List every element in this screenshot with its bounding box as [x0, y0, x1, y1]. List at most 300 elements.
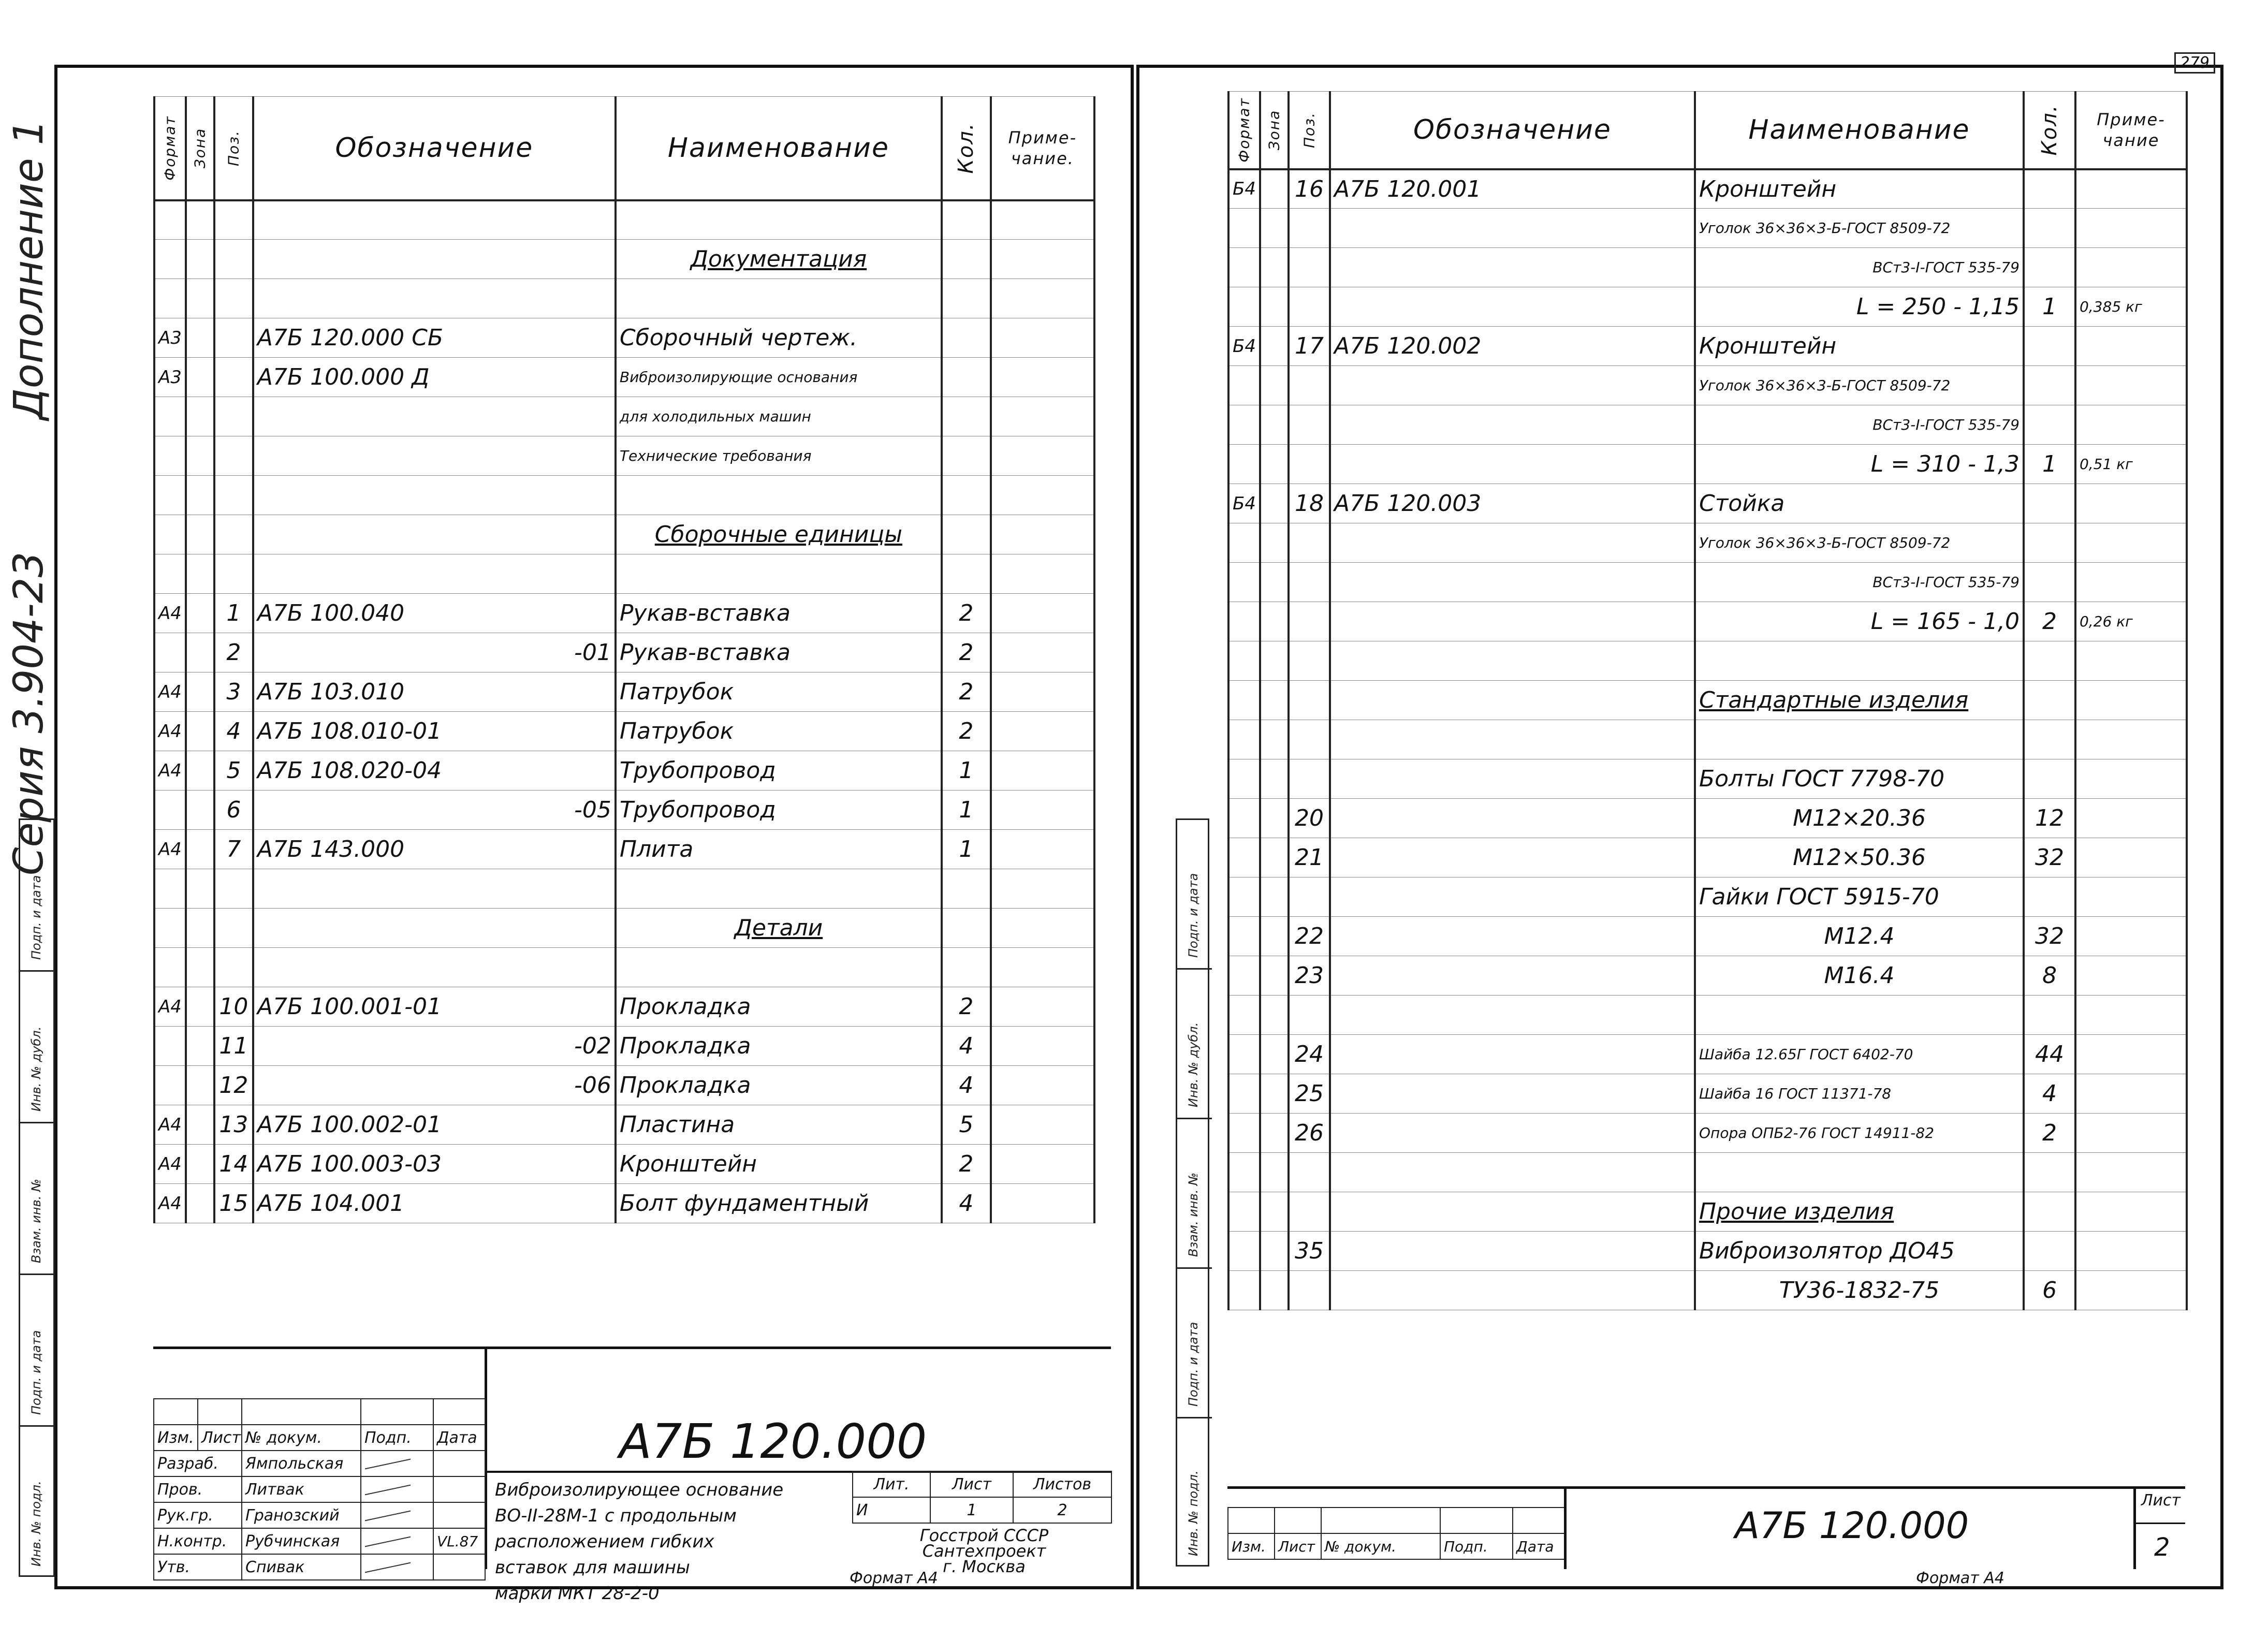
cell-qty: 1 [2024, 287, 2075, 327]
cell-pos [1289, 759, 1330, 799]
cell-designation [253, 476, 616, 515]
cell-qty [942, 200, 991, 240]
table-row [1228, 563, 2187, 602]
table-row [1228, 602, 2187, 641]
doc-code: А7Б 120.000 [619, 1414, 927, 1469]
cell-qty: 44 [2024, 1035, 2075, 1074]
cell-note [2075, 799, 2187, 838]
cell-name: Сборочные единицы [616, 515, 942, 554]
organization: Госстрой СССР Сантехпроект г. Москва [919, 1526, 1049, 1576]
cell-pos: 4 [214, 712, 253, 751]
cell-format [154, 476, 186, 515]
cell-note [2075, 838, 2187, 877]
cell-note [2075, 1153, 2187, 1192]
cell-name: Рукав-вставка [616, 633, 942, 672]
cell-pos [1289, 523, 1330, 563]
cell-note [991, 1184, 1094, 1223]
cell-note [2075, 1074, 2187, 1114]
signature-mark [361, 1476, 433, 1502]
cell-format [154, 909, 186, 948]
table-row [154, 279, 1094, 318]
signature-scribble [365, 1562, 411, 1573]
table-row [1228, 1074, 2187, 1114]
cell-designation: А7Б 143.000 [253, 830, 616, 869]
cell-qty: 1 [942, 791, 991, 830]
table-row [1228, 1114, 2187, 1153]
cell-pos: 6 [214, 791, 253, 830]
side-stamp-label: Подп. и дата [29, 875, 43, 960]
cell-format [1228, 1232, 1260, 1271]
lit-head: Лит. [853, 1471, 930, 1497]
cell-note [2075, 169, 2187, 209]
cell-pos [1289, 1153, 1330, 1192]
cell-designation [1330, 877, 1695, 917]
cell-designation [1330, 1035, 1695, 1074]
cell-qty [942, 554, 991, 594]
table-row [154, 1145, 1094, 1184]
table-row [154, 633, 1094, 672]
cell-designation [1330, 602, 1695, 641]
cell-pos: 16 [1289, 169, 1330, 209]
side-stamp-label: Инв. № дубл. [1186, 1022, 1201, 1107]
cell-name: Прочие изделия [1695, 1192, 2024, 1232]
cell-designation [1330, 681, 1695, 720]
col-podp: Подп. [361, 1425, 433, 1451]
cell-note [991, 358, 1094, 397]
cell-name: ТУ36-1832-75 [1695, 1271, 2024, 1310]
cell-qty [2024, 720, 2075, 759]
cell-pos: 7 [214, 830, 253, 869]
cell-note [991, 909, 1094, 948]
cell-note [991, 240, 1094, 279]
cell-pos: 35 [1289, 1232, 1330, 1271]
cell-qty [2024, 169, 2075, 209]
cell-zone [186, 791, 214, 830]
cell-name [616, 279, 942, 318]
cell-zone [1260, 681, 1289, 720]
signature-scribble [365, 1511, 411, 1521]
cell-note: 0,51 кг [2075, 445, 2187, 484]
cell-designation: -02 [253, 1027, 616, 1066]
cell-note [2075, 327, 2187, 366]
cell-note [2075, 1271, 2187, 1310]
cell-designation [1330, 1114, 1695, 1153]
cell-designation: А7Б 103.010 [253, 672, 616, 712]
cell-designation [1330, 1074, 1695, 1114]
cell-format [1228, 759, 1260, 799]
cell-note [991, 594, 1094, 633]
table-row [154, 830, 1094, 869]
cell-name: Рукав-вставка [616, 594, 942, 633]
cell-designation: А7Б 100.000 Д [253, 358, 616, 397]
sheet-head-right: Лист [2141, 1491, 2181, 1510]
cell-qty: 1 [942, 751, 991, 791]
cell-note [2075, 917, 2187, 956]
side-stamp-divider [1176, 1417, 1212, 1418]
cell-qty: 4 [942, 1027, 991, 1066]
cell-note [2075, 996, 2187, 1035]
cell-pos [214, 397, 253, 436]
table-row [1228, 720, 2187, 759]
cell-qty [2024, 563, 2075, 602]
cell-note [991, 1145, 1094, 1184]
header-designation: Обозначение [1330, 92, 1695, 169]
side-stamp-label: Инв. № подл. [1186, 1470, 1201, 1556]
table-row [154, 554, 1094, 594]
cell-name: L = 310 - 1,3 [1695, 445, 2024, 484]
spec-table-left [153, 96, 1095, 1223]
cell-designation [1330, 1271, 1695, 1310]
cell-note [2075, 1192, 2187, 1232]
cell-format: А4 [154, 1105, 186, 1145]
cell-format [1228, 209, 1260, 248]
cell-zone [1260, 1114, 1289, 1153]
cell-format: Б4 [1228, 327, 1260, 366]
table-row [154, 515, 1094, 554]
cell-zone [1260, 405, 1289, 445]
title-description: Виброизолирующее основание ВО-II-28М-1 с продольным расположением гибких вставок для машины марки МКТ 28-2-0 [495, 1480, 784, 1604]
cell-format [154, 279, 186, 318]
cell-zone [1260, 838, 1289, 877]
cell-format [1228, 445, 1260, 484]
cell-name: М12×20.36 [1695, 799, 2024, 838]
cell-name: Патрубок [616, 712, 942, 751]
table-row [154, 240, 1094, 279]
cell-name: Прокладка [616, 1066, 942, 1105]
cell-zone [1260, 1074, 1289, 1114]
header-pos: Поз. [214, 97, 253, 200]
doc-code-right: А7Б 120.000 [1735, 1504, 1969, 1547]
cell-zone [1260, 248, 1289, 287]
cell-note [2075, 956, 2187, 996]
cell-format [154, 515, 186, 554]
cell-name: Плита [616, 830, 942, 869]
cell-qty: 6 [2024, 1271, 2075, 1310]
cell-pos: 15 [214, 1184, 253, 1223]
cell-name: ВСт3-I-ГОСТ 535-79 [1695, 405, 2024, 445]
cell-format [1228, 956, 1260, 996]
cell-zone [1260, 484, 1289, 523]
cell-format [1228, 917, 1260, 956]
cell-zone [1260, 1232, 1289, 1271]
cell-name [616, 200, 942, 240]
cell-pos: 10 [214, 987, 253, 1027]
cell-note [2075, 1232, 2187, 1271]
table-row [154, 948, 1094, 987]
cell-note: 0,385 кг [2075, 287, 2187, 327]
table-row [154, 1184, 1094, 1223]
cell-pos [1289, 681, 1330, 720]
side-stamp-label: Инв. № дубл. [29, 1026, 43, 1111]
cell-note [2075, 405, 2187, 445]
cell-note [991, 1027, 1094, 1066]
signature-role: Разраб. [154, 1451, 242, 1476]
cell-pos: 20 [1289, 799, 1330, 838]
cell-designation [253, 436, 616, 476]
cell-note [2075, 366, 2187, 405]
cell-qty: 32 [2024, 838, 2075, 877]
cell-qty: 1 [2024, 445, 2075, 484]
spec-header-row [1228, 92, 2187, 169]
cell-pos [214, 318, 253, 358]
table-row [154, 594, 1094, 633]
cell-pos: 23 [1289, 956, 1330, 996]
cell-designation: А7Б 120.002 [1330, 327, 1695, 366]
cell-designation: А7Б 120.000 СБ [253, 318, 616, 358]
cell-qty [2024, 759, 2075, 799]
cell-designation [253, 554, 616, 594]
cell-note [991, 712, 1094, 751]
cell-qty [942, 397, 991, 436]
table-row [1228, 484, 2187, 523]
cell-zone [1260, 602, 1289, 641]
table-row [154, 751, 1094, 791]
cell-designation: -05 [253, 791, 616, 830]
cell-name: Кронштейн [616, 1145, 942, 1184]
cell-qty [2024, 366, 2075, 405]
cell-designation [1330, 917, 1695, 956]
cell-format [1228, 996, 1260, 1035]
table-row [1228, 209, 2187, 248]
cell-name: Виброизолятор ДО45 [1695, 1232, 2024, 1271]
cell-zone [1260, 287, 1289, 327]
cell-format [154, 240, 186, 279]
cell-designation [253, 200, 616, 240]
cell-note [991, 476, 1094, 515]
table-row [1228, 169, 2187, 209]
cell-name: Болты ГОСТ 7798-70 [1695, 759, 2024, 799]
cell-format [1228, 287, 1260, 327]
side-stamp-label: Взам. инв. № [1186, 1173, 1201, 1257]
cell-pos: 14 [214, 1145, 253, 1184]
cell-format [154, 1027, 186, 1066]
cell-designation: А7Б 104.001 [253, 1184, 616, 1223]
table-row [154, 791, 1094, 830]
side-stamp-label: Инв. № подл. [29, 1481, 43, 1567]
cell-designation [253, 279, 616, 318]
cell-format [154, 869, 186, 909]
signature-date [433, 1476, 485, 1502]
header-pos: Поз. [1289, 92, 1330, 169]
cell-designation: -01 [253, 633, 616, 672]
cell-note [991, 318, 1094, 358]
cell-zone [186, 476, 214, 515]
cell-designation [1330, 209, 1695, 248]
cell-pos: 12 [214, 1066, 253, 1105]
cell-designation: А7Б 120.001 [1330, 169, 1695, 209]
cell-designation: А7Б 120.003 [1330, 484, 1695, 523]
cell-designation [1330, 641, 1695, 681]
table-row [1228, 287, 2187, 327]
cell-pos: 5 [214, 751, 253, 791]
cell-qty [2024, 1153, 2075, 1192]
cell-zone [1260, 327, 1289, 366]
cell-zone [186, 987, 214, 1027]
cell-format: А3 [154, 318, 186, 358]
cell-pos [1289, 641, 1330, 681]
cell-zone [186, 515, 214, 554]
table-row [154, 672, 1094, 712]
cell-note [991, 791, 1094, 830]
cell-note [991, 751, 1094, 791]
cell-qty [942, 279, 991, 318]
signature-mark [361, 1528, 433, 1554]
cell-format: А4 [154, 830, 186, 869]
cell-zone [1260, 1153, 1289, 1192]
table-row [1228, 1153, 2187, 1192]
cell-designation [1330, 445, 1695, 484]
table-row [154, 476, 1094, 515]
cell-name: Шайба 12.65Г ГОСТ 6402-70 [1695, 1035, 2024, 1074]
cell-name [616, 554, 942, 594]
cell-designation [253, 948, 616, 987]
cell-name: Документация [616, 240, 942, 279]
cell-zone [186, 909, 214, 948]
cell-format [154, 1066, 186, 1105]
cell-zone [186, 751, 214, 791]
cell-qty [942, 909, 991, 948]
cell-zone [186, 200, 214, 240]
cell-zone [1260, 641, 1289, 681]
cell-pos: 22 [1289, 917, 1330, 956]
signature-row [154, 1451, 485, 1476]
signature-role: Пров. [154, 1476, 242, 1502]
cell-pos [214, 869, 253, 909]
cell-format: А4 [154, 594, 186, 633]
cell-format [1228, 1035, 1260, 1074]
cell-zone [186, 279, 214, 318]
cell-pos [214, 515, 253, 554]
cell-designation [1330, 405, 1695, 445]
cell-zone [1260, 1192, 1289, 1232]
cell-zone [186, 240, 214, 279]
cell-format [1228, 1074, 1260, 1114]
format-label-left: Формат А4 [850, 1569, 938, 1587]
table-row [1228, 327, 2187, 366]
table-row [1228, 1035, 2187, 1074]
cell-name: Кронштейн [1695, 327, 2024, 366]
cell-pos: 26 [1289, 1114, 1330, 1153]
signature-role: Утв. [154, 1554, 242, 1580]
signature-row [154, 1528, 485, 1554]
table-row [154, 1066, 1094, 1105]
cell-note [2075, 720, 2187, 759]
cell-designation [1330, 838, 1695, 877]
col-doc: № докум. [242, 1425, 361, 1451]
cell-qty [2024, 405, 2075, 445]
header-qty: Кол. [2024, 92, 2075, 169]
cell-format: Б4 [1228, 484, 1260, 523]
cell-name: Уголок 36×36×3-Б-ГОСТ 8509-72 [1695, 209, 2024, 248]
cell-name: ВСт3-I-ГОСТ 535-79 [1695, 563, 2024, 602]
cell-name: Стандартные изделия [1695, 681, 2024, 720]
cell-name: Уголок 36×36×3-Б-ГОСТ 8509-72 [1695, 523, 2024, 563]
table-row [1228, 759, 2187, 799]
cell-qty: 4 [942, 1066, 991, 1105]
cell-zone [186, 397, 214, 436]
table-row [154, 1027, 1094, 1066]
spec-table-right [1227, 91, 2188, 1310]
cell-pos: 21 [1289, 838, 1330, 877]
cell-note [2075, 877, 2187, 917]
cell-designation [1330, 1153, 1695, 1192]
cell-name: Гайки ГОСТ 5915-70 [1695, 877, 2024, 917]
cell-note [991, 830, 1094, 869]
cell-format: А4 [154, 712, 186, 751]
cell-name: Пластина [616, 1105, 942, 1145]
header-format: Формат [154, 97, 186, 200]
col-izm: Изм. [154, 1425, 198, 1451]
cell-name: М12×50.36 [1695, 838, 2024, 877]
cell-designation: -06 [253, 1066, 616, 1105]
cell-pos [214, 358, 253, 397]
cell-designation [1330, 1232, 1695, 1271]
cell-note [991, 397, 1094, 436]
cell-qty [942, 240, 991, 279]
cell-qty [2024, 484, 2075, 523]
cell-name: Трубопровод [616, 751, 942, 791]
cell-format [1228, 405, 1260, 445]
cell-note [2075, 641, 2187, 681]
cell-designation [253, 869, 616, 909]
cell-pos: 3 [214, 672, 253, 712]
header-zone: Зона [186, 97, 214, 200]
header-zone: Зона [1260, 92, 1289, 169]
cell-designation [1330, 956, 1695, 996]
cell-qty: 2 [942, 594, 991, 633]
cell-qty [942, 869, 991, 909]
cell-pos [214, 279, 253, 318]
cell-format [1228, 563, 1260, 602]
table-row [154, 358, 1094, 397]
sheets-value: 2 [1013, 1497, 1111, 1523]
side-stamp-divider [19, 970, 55, 972]
cell-designation: А7Б 100.040 [253, 594, 616, 633]
cell-qty: 2 [942, 633, 991, 672]
signature-row [154, 1502, 485, 1528]
cell-pos [1289, 366, 1330, 405]
cell-note: 0,26 кг [2075, 602, 2187, 641]
cell-pos: 25 [1289, 1074, 1330, 1114]
cell-qty [2024, 209, 2075, 248]
cell-pos: 24 [1289, 1035, 1330, 1074]
cell-zone [1260, 877, 1289, 917]
cell-name: Детали [616, 909, 942, 948]
sheet-head: Лист [930, 1471, 1013, 1497]
revision-grid [153, 1398, 486, 1451]
table-row [154, 200, 1094, 240]
cell-qty [942, 436, 991, 476]
cell-designation [253, 515, 616, 554]
cell-format [154, 200, 186, 240]
table-row [1228, 956, 2187, 996]
cell-zone [186, 633, 214, 672]
cell-pos [1289, 1271, 1330, 1310]
header-name: Наименование [1695, 92, 2024, 169]
cell-name: М16.4 [1695, 956, 2024, 996]
cell-designation [253, 909, 616, 948]
cell-format: А3 [154, 358, 186, 397]
cell-pos: 13 [214, 1105, 253, 1145]
sheet-corner-number: 279 [2174, 52, 2215, 74]
cell-designation [1330, 720, 1695, 759]
cell-pos [1289, 445, 1330, 484]
cell-format: А4 [154, 672, 186, 712]
cell-format [1228, 641, 1260, 681]
sheet-value-right: 2 [2154, 1533, 2170, 1562]
table-row [154, 318, 1094, 358]
cell-name [1695, 720, 2024, 759]
